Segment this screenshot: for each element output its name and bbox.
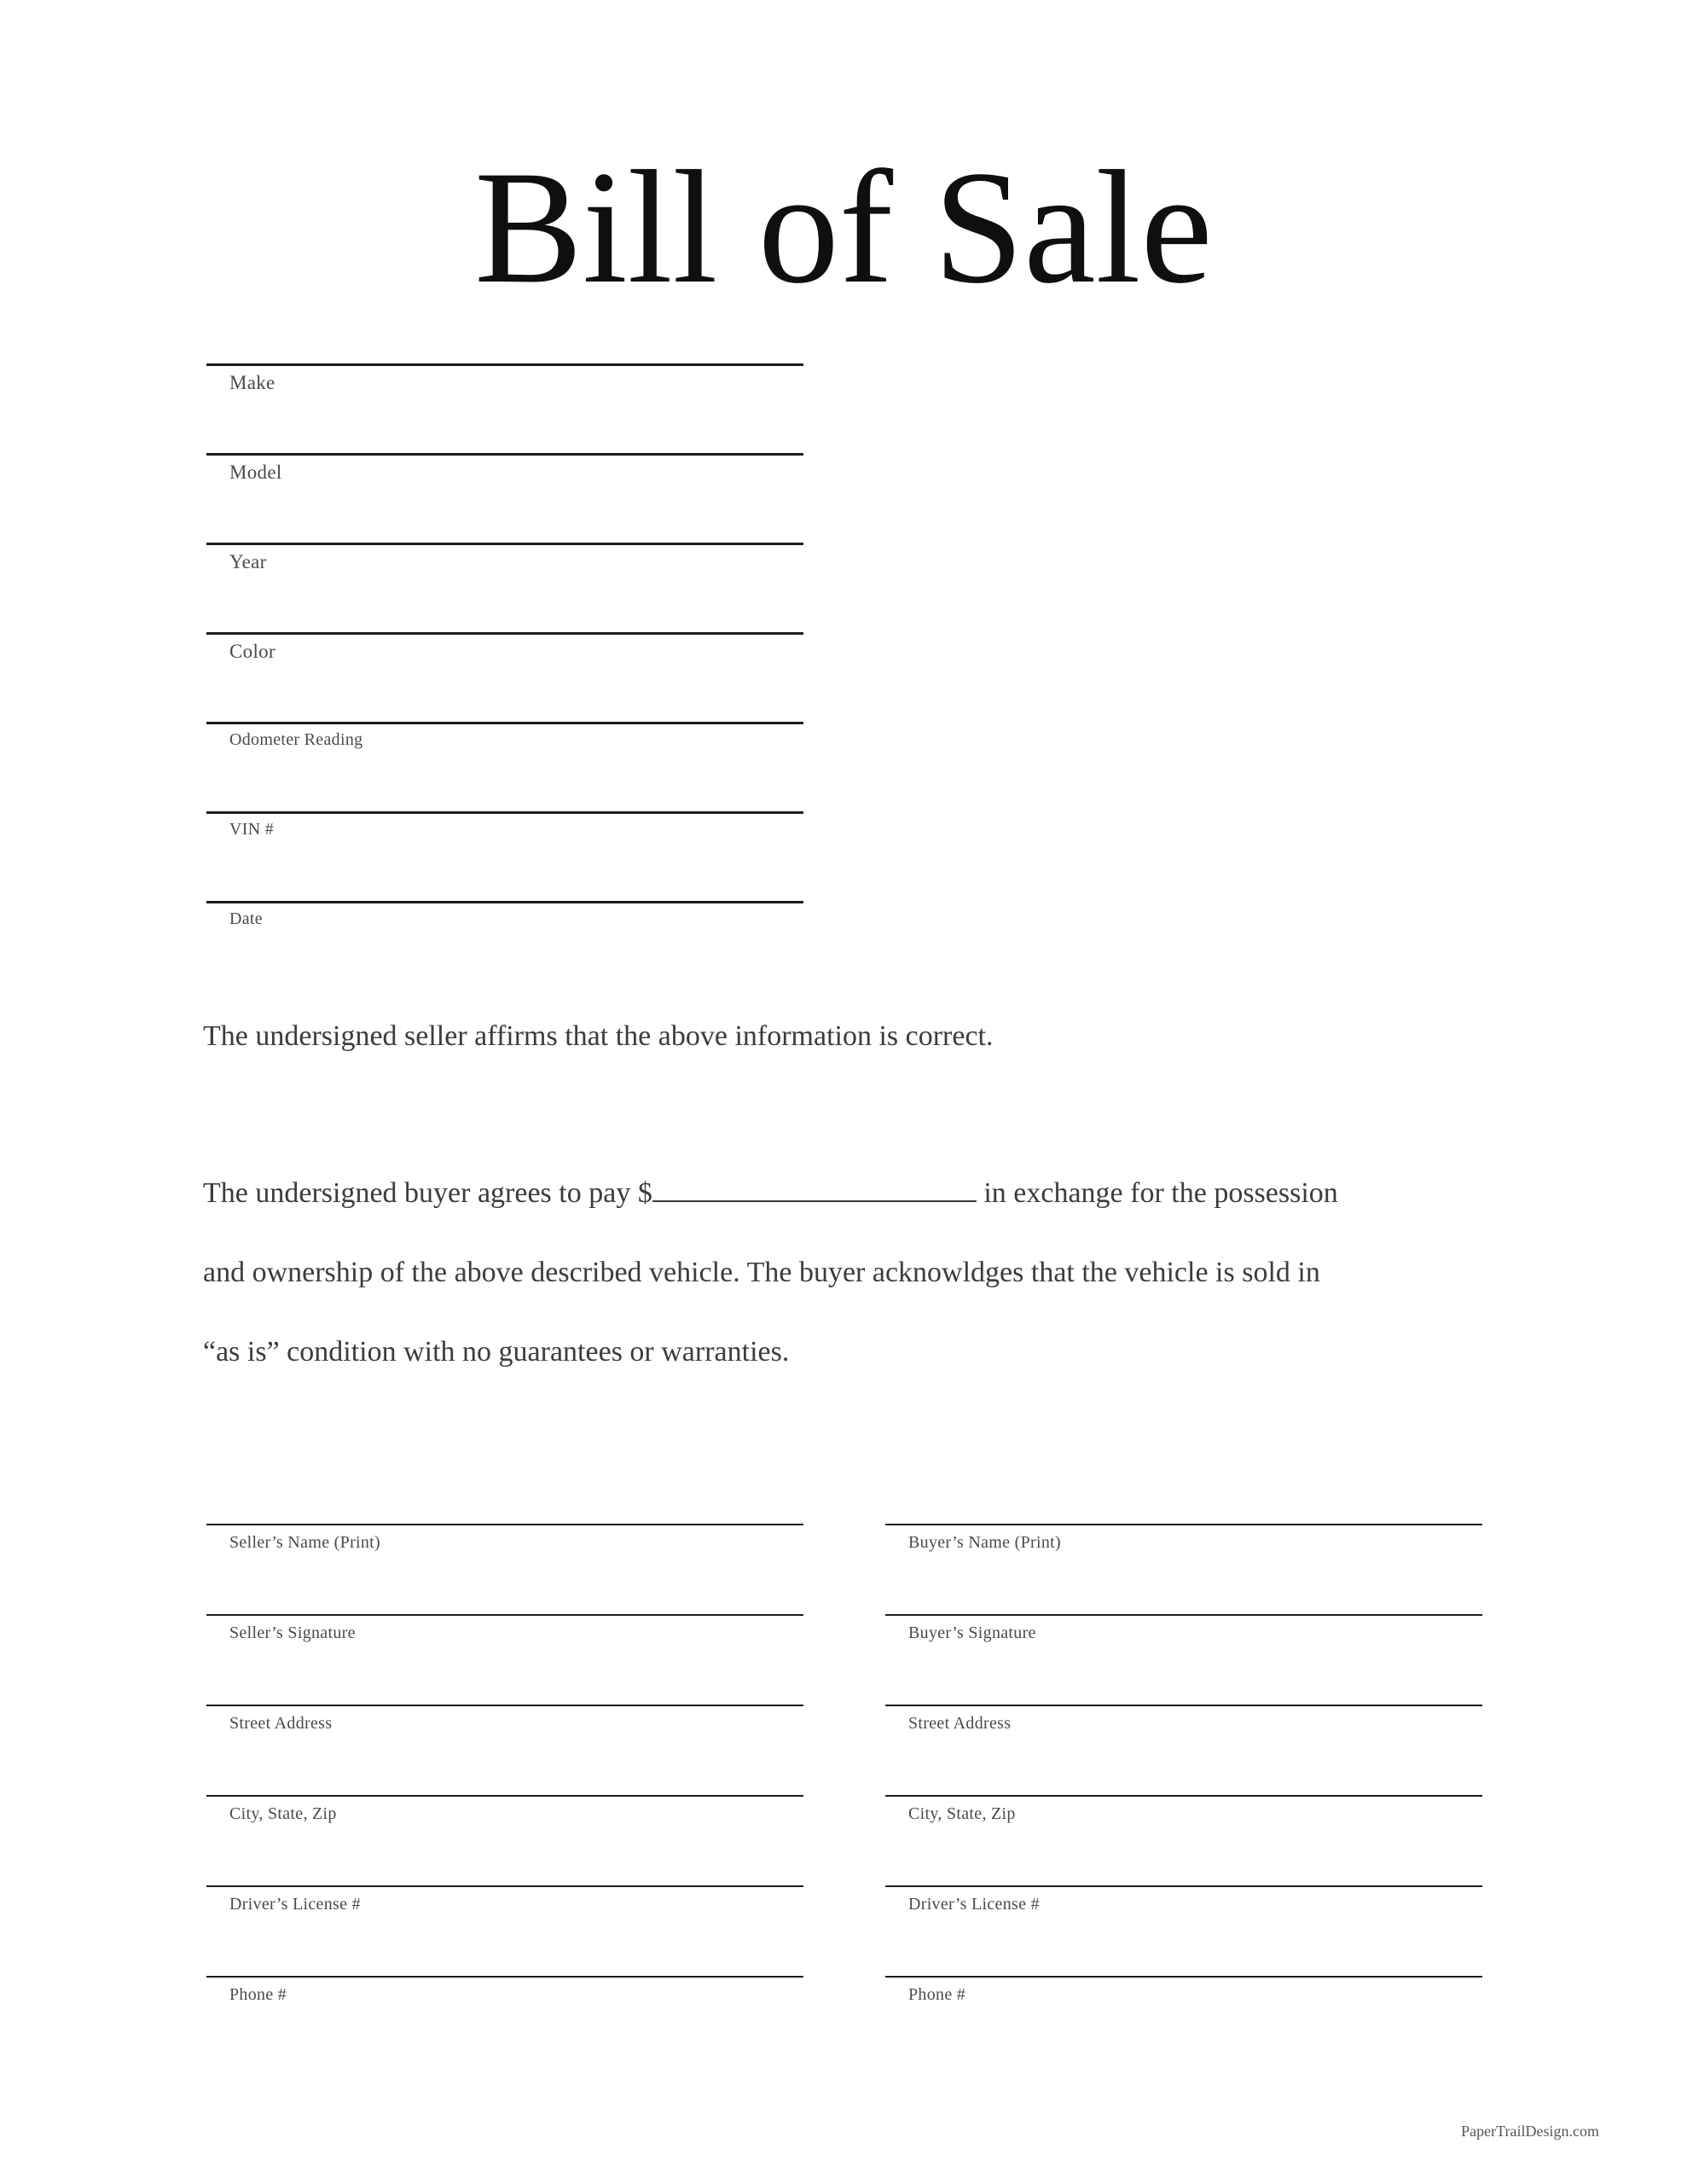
buyer-drivers-license-field [885,1885,1482,1976]
footer-credit: PaperTrailDesign.com [1461,2123,1599,2140]
buyer-signature-section [885,1524,1482,2066]
seller-phone-label: Phone # [229,1985,287,2004]
seller-name-field [206,1524,803,1614]
field-date [206,901,803,990]
seller-signature-label: Seller’s Signature [229,1623,356,1642]
buyer-agreement-paragraph [203,1153,1338,1391]
buyer-name-field [885,1524,1482,1614]
seller-signature-field [206,1614,803,1705]
buyer-street-address-field [885,1705,1482,1795]
buyer-street-address-label: Street Address [908,1714,1012,1733]
buyer-phone-field [885,1976,1482,2066]
field-label-model: Model [229,462,282,483]
field-color [206,632,803,722]
seller-signature-section [206,1524,803,2066]
field-label-odometer: Odometer Reading [229,730,363,749]
buyer-agreement-line-1 [203,1153,1338,1233]
seller-phone-field [206,1976,803,2066]
buyer-signature-label: Buyer’s Signature [908,1623,1036,1642]
buyer-phone-label: Phone # [908,1985,966,2004]
buyer-drivers-license-label: Driver’s License # [908,1895,1040,1914]
vehicle-info-section [206,363,803,990]
seller-name-label: Seller’s Name (Print) [229,1533,381,1552]
seller-drivers-license-field [206,1885,803,1976]
field-model [206,453,803,543]
field-make [206,363,803,453]
buyer-name-label: Buyer’s Name (Print) [908,1533,1061,1552]
seller-city-state-zip-field [206,1795,803,1885]
field-label-year: Year [229,551,267,572]
buyer-agreement-line-2: and ownership of the above described vehicle. The buyer acknowldges that the vehicle is sold in [203,1257,1320,1288]
buyer-agreement-line1-pre: The undersigned buyer agrees to pay $ [203,1177,652,1209]
seller-street-address-label: Street Address [229,1714,333,1733]
field-year [206,543,803,632]
field-label-make: Make [229,372,275,393]
field-label-color: Color [229,641,275,662]
page-title: Bill of Sale [474,138,1213,317]
buyer-agreement-line-3: “as is” condition with no guarantees or warranties. [203,1336,790,1368]
seller-street-address-field [206,1705,803,1795]
buyer-city-state-zip-label: City, State, Zip [908,1804,1016,1823]
field-label-vin: VIN # [229,820,275,839]
amount-blank-line [652,1200,977,1202]
seller-affirmation-statement: The undersigned seller affirms that the above information is correct. [203,1020,994,1052]
buyer-signature-field [885,1614,1482,1705]
seller-city-state-zip-label: City, State, Zip [229,1804,337,1823]
buyer-city-state-zip-field [885,1795,1482,1885]
buyer-agreement-line1-post: in exchange for the possession [976,1177,1338,1209]
seller-drivers-license-label: Driver’s License # [229,1895,361,1914]
field-vin [206,811,803,901]
field-odometer [206,722,803,811]
field-label-date: Date [229,909,263,928]
